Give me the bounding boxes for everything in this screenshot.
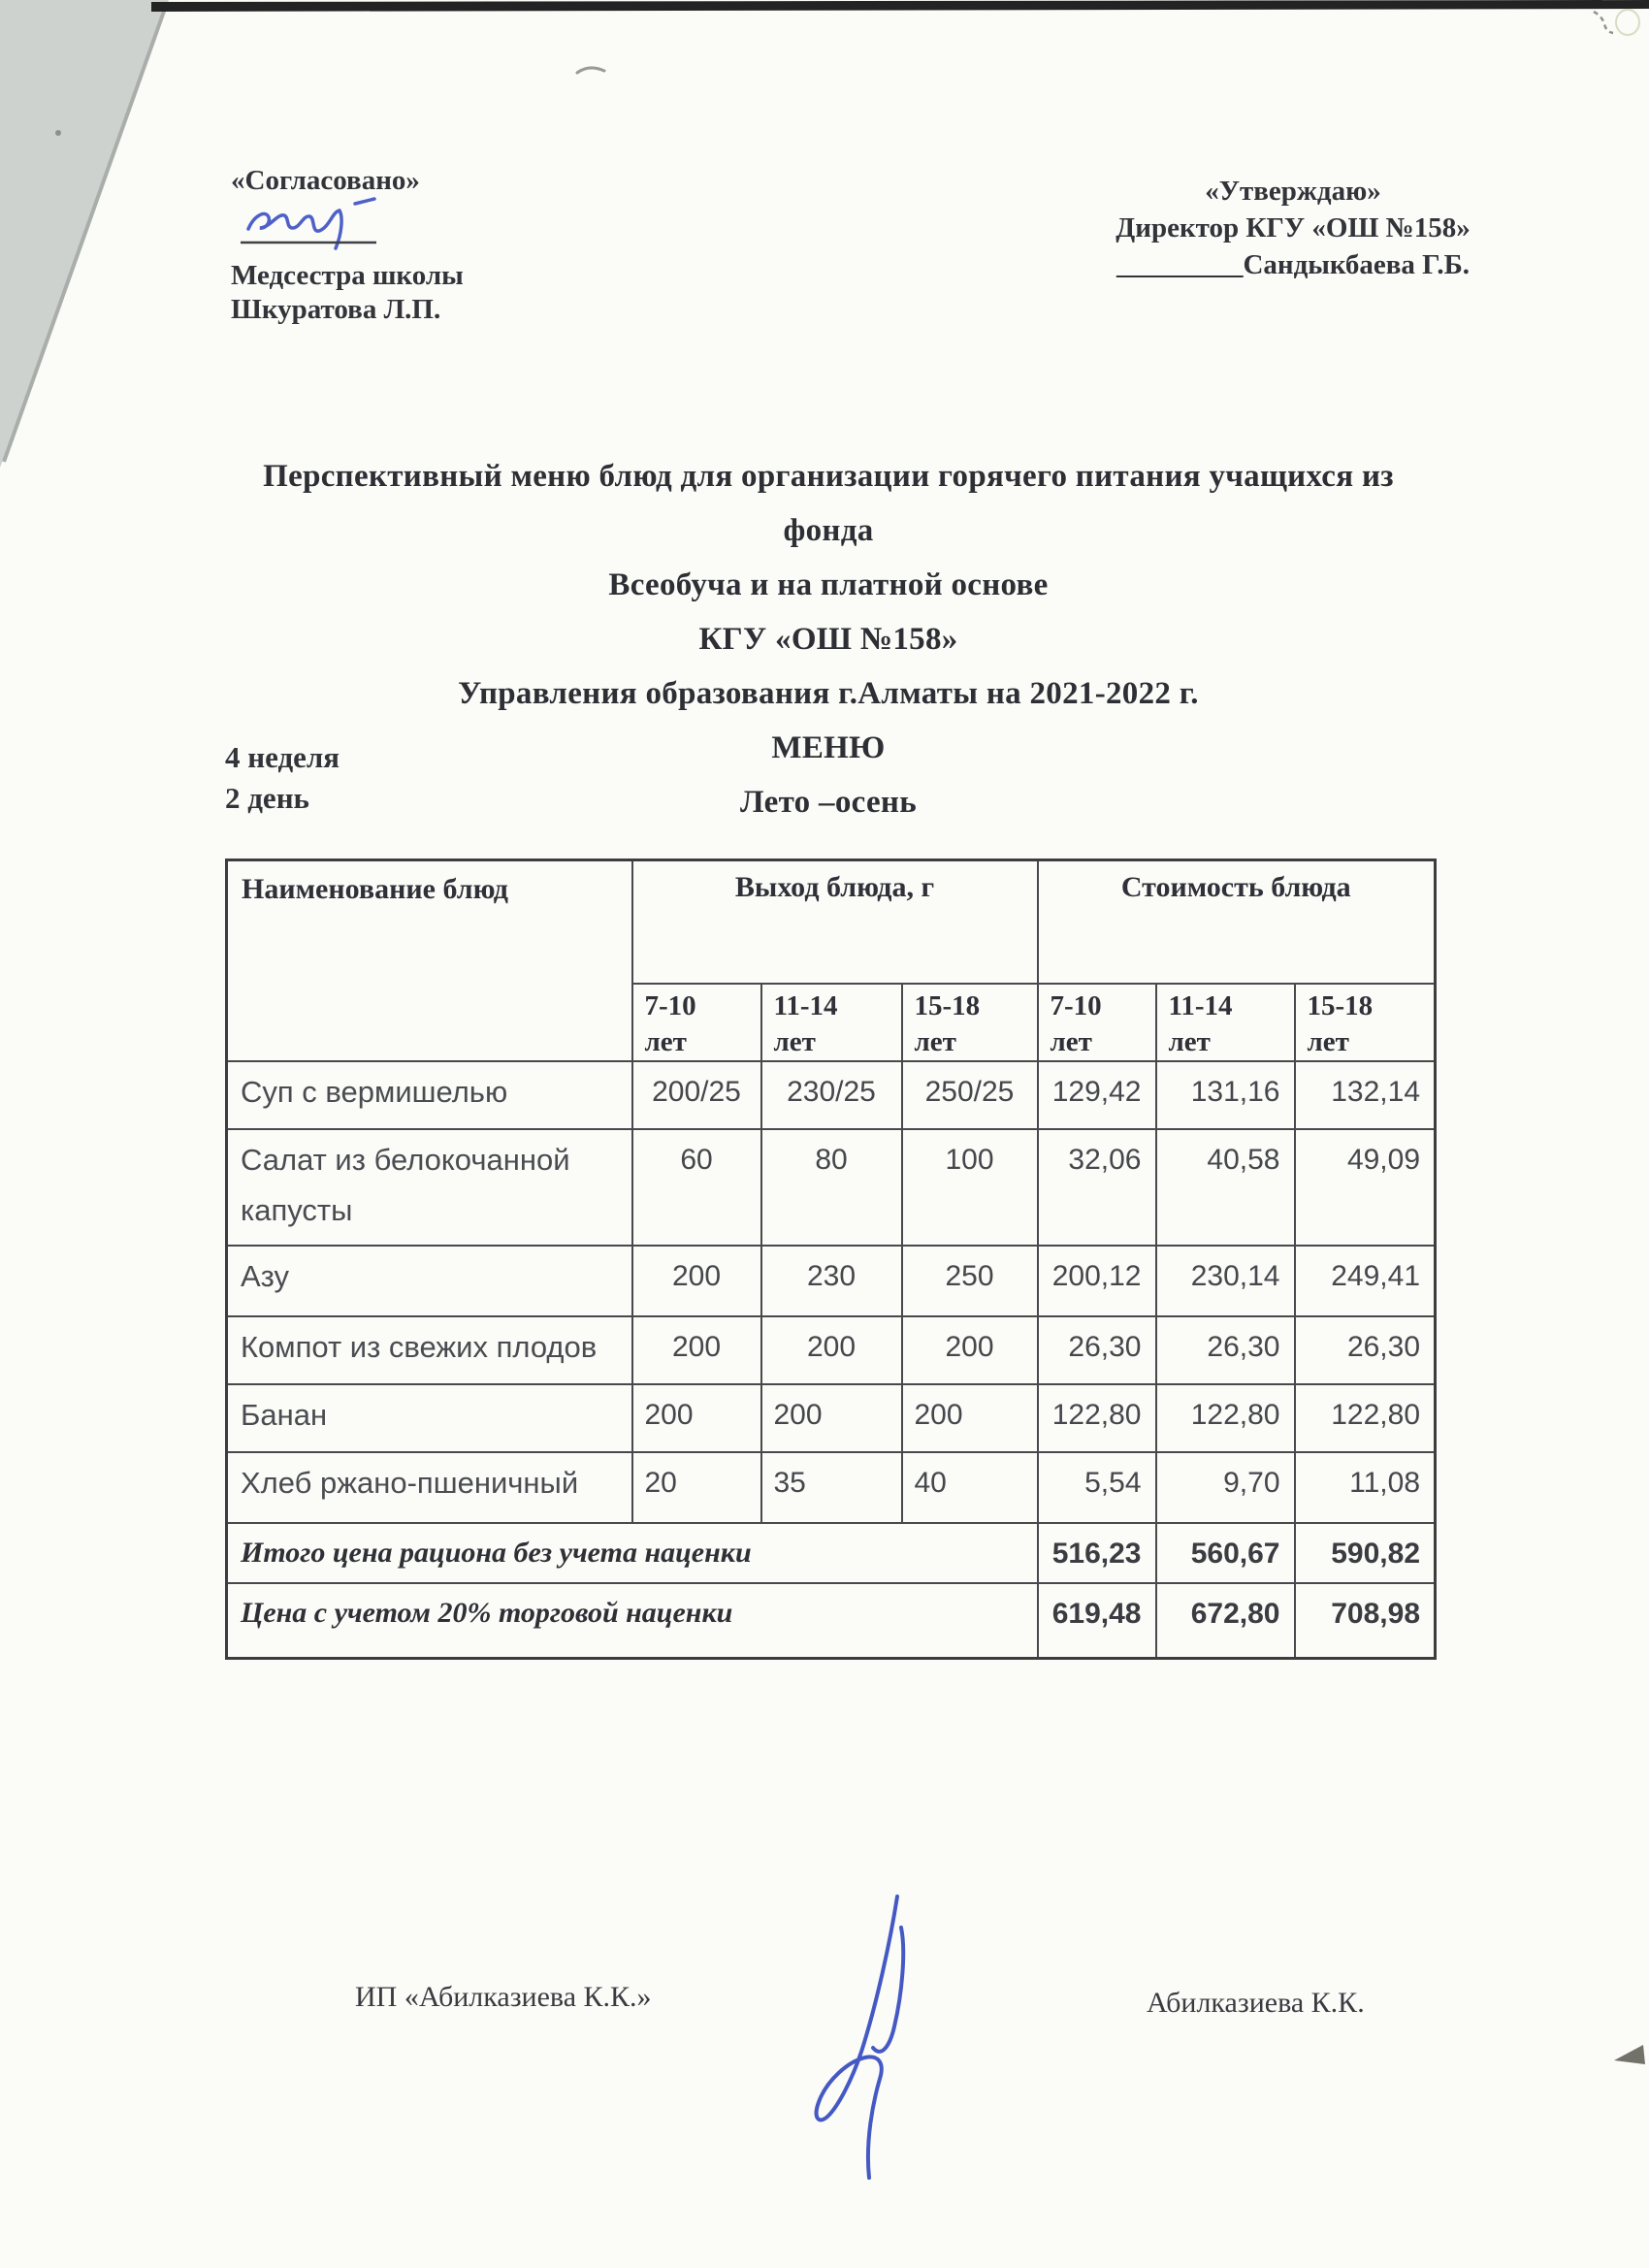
menu-table (225, 859, 1437, 1660)
subheader-age: 11-14 лет (1156, 984, 1295, 1061)
title-line: Управления образования г.Алматы на 2021-2022 г. (458, 676, 1199, 711)
table-header-row (227, 860, 1436, 984)
table-row: Банан 200 200 200 122,80 122,80 122,80 (227, 1384, 1436, 1452)
scan-scratch-mark (1594, 12, 1613, 33)
scan-corner-mark-bottom-right (1606, 2039, 1649, 2074)
table-row: Хлеб ржано-пшеничный 20 35 40 5,54 9,70 11,08 (227, 1452, 1436, 1523)
approval-right-signature-line: _________Сандыкбаева Г.Б. (1116, 249, 1471, 280)
scan-top-edge-bar (151, 0, 1649, 12)
scan-speck (55, 130, 61, 136)
footer-name: Абилказиева К.К. (1147, 1987, 1365, 2019)
approval-left-role: Медсестра школы (231, 260, 464, 291)
menu-table-grid (225, 859, 1437, 1660)
subheader-age: 7-10 лет (1038, 984, 1156, 1061)
total-label: Цена с учетом 20% торговой наценки (227, 1583, 1038, 1659)
title-line: Лето –осень (740, 785, 917, 820)
title-line: МЕНЮ (771, 730, 886, 765)
total-label: Итого цена рациона без учета наценки (227, 1523, 1038, 1583)
approval-right-role: Директор КГУ «ОШ №158» (1116, 212, 1471, 243)
subheader-age: 11-14 лет (761, 984, 902, 1061)
day-label: 2 день (225, 781, 309, 815)
week-label: 4 неделя (225, 740, 340, 774)
title-line: Перспективный меню блюд для организации горячего питания учащихся из фонда (263, 459, 1394, 548)
approval-right-block (1104, 173, 1482, 283)
subheader-age: 15-18 лет (902, 984, 1038, 1061)
vendor-signature (805, 1887, 941, 2187)
approval-left-title: «Согласовано» (231, 165, 420, 196)
table-row: Суп с вермишелью 200/25 230/25 250/25 129,42 131,16 132,14 (227, 1061, 1436, 1129)
table-row: Азу 200 230 250 200,12 230,14 249,41 (227, 1246, 1436, 1316)
title-line: КГУ «ОШ №158» (698, 622, 958, 657)
table-row: Компот из свежих плодов 200 200 200 26,30 26,30 26,30 (227, 1316, 1436, 1384)
subheader-age: 7-10 лет (632, 984, 761, 1061)
nurse-signature (239, 194, 404, 254)
title-line: Всеобуча и на платной основе (608, 567, 1049, 602)
table-row: Салат из белокочанной капусты 60 80 100 32,06 40,58 49,09 (227, 1129, 1436, 1246)
document-title (221, 449, 1436, 829)
column-group-output: Выход блюда, г (632, 860, 1038, 984)
scan-smudge-mark (577, 68, 604, 73)
approval-right-title: «Утверждаю» (1205, 176, 1381, 207)
table-total-row: Итого цена рациона без учета наценки 516,23 560,67 590,82 (227, 1523, 1436, 1583)
approval-left-name: Шкуратова Л.П. (231, 294, 441, 325)
column-header-dish-name: Наименование блюд (227, 860, 632, 1061)
column-group-cost: Стоимость блюда (1038, 860, 1436, 984)
footer-company: ИП «Абилказиева К.К.» (355, 1981, 652, 2013)
scan-faint-ring (1616, 10, 1639, 35)
period-block (225, 737, 340, 819)
table-total-row: Цена с учетом 20% торговой наценки 619,48 672,80 708,98 (227, 1583, 1436, 1659)
subheader-age: 15-18 лет (1295, 984, 1436, 1061)
